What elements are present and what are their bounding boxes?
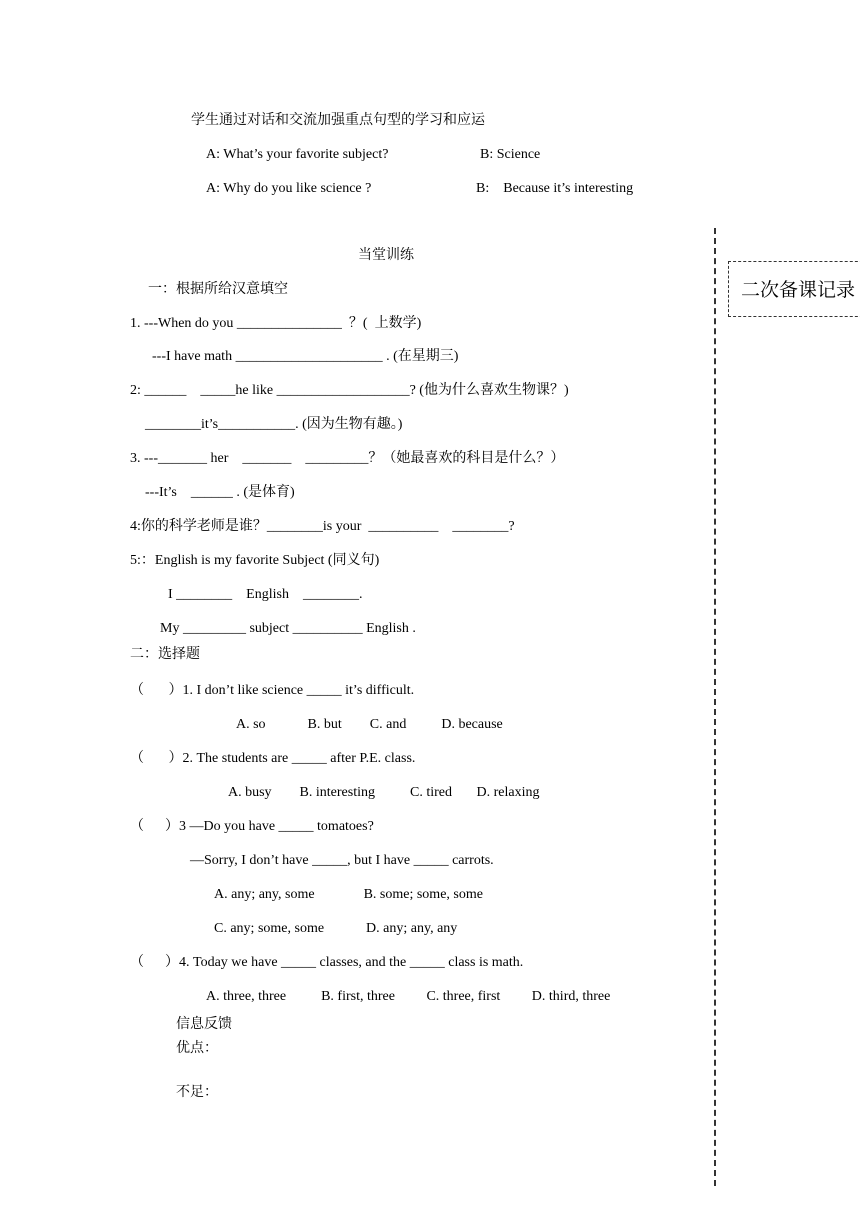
- fill-line: ________it’s___________. (因为生物有趣。): [145, 417, 403, 432]
- fill-line: 1. ---When do you _______________ ？( 上数学): [130, 316, 422, 331]
- dialogue-a1: A: What’s your favorite subject?: [206, 147, 389, 162]
- fill-line: My _________ subject __________ English .: [160, 621, 416, 636]
- fill-line: 3. ---_______ her _______ _________？（她最喜欢的科目是什么？）: [130, 451, 565, 466]
- section1-title: 一：根据所给汉意填空: [148, 282, 288, 297]
- side-divider: [714, 228, 716, 1186]
- fill-line: ---It’s ______ . (是体育): [145, 485, 295, 500]
- choice-line: A. three, three B. first, three C. three, first D. third, three: [206, 989, 611, 1004]
- choice-line: （ ）1. I don’t like science _____ it’s difficult.: [130, 683, 415, 698]
- practice-title: 当堂训练: [358, 248, 414, 263]
- fill-line: 2: ______ _____he like ___________________? (他为什么喜欢生物课？): [130, 383, 569, 398]
- fill-line: 4:你的科学老师是谁？________is your __________ ________?: [130, 519, 515, 534]
- choice-line: A. so B. but C. and D. because: [236, 717, 503, 732]
- dialogue-b2: B: Because it’s interesting: [476, 181, 634, 196]
- feedback-title: 信息反馈: [176, 1017, 232, 1032]
- weaknesses-label: 不足：: [176, 1085, 218, 1100]
- choice-line: （ ）3 —Do you have _____ tomatoes?: [130, 819, 374, 834]
- fill-line: 5:：English is my favorite Subject (同义句): [130, 553, 380, 568]
- choice-line: A. any; any, some B. some; some, some: [214, 887, 483, 902]
- strengths-label: 优点：: [176, 1041, 218, 1056]
- dialogue-a2: A: Why do you like science ?: [206, 181, 372, 196]
- section2-title: 二：选择题: [130, 647, 200, 662]
- choice-line: A. busy B. interesting C. tired D. relaxing: [228, 785, 540, 800]
- choice-line: （ ）2. The students are _____ after P.E. class.: [130, 751, 416, 766]
- fill-line: ---I have math _____________________ . (在星期三): [152, 349, 459, 364]
- fill-line: I ________ English ________.: [168, 587, 363, 602]
- choice-line: C. any; some, some D. any; any, any: [214, 921, 458, 936]
- dialogue-b1: B: Science: [480, 147, 541, 162]
- choice-line: —Sorry, I don’t have _____, but I have _____ carrots.: [190, 853, 494, 868]
- intro-text: 学生通过对话和交流加强重点句型的学习和应运: [191, 113, 485, 128]
- side-box-label: 二次备课记录: [741, 279, 856, 301]
- choice-line: （ ）4. Today we have _____ classes, and the _____ class is math.: [130, 955, 524, 970]
